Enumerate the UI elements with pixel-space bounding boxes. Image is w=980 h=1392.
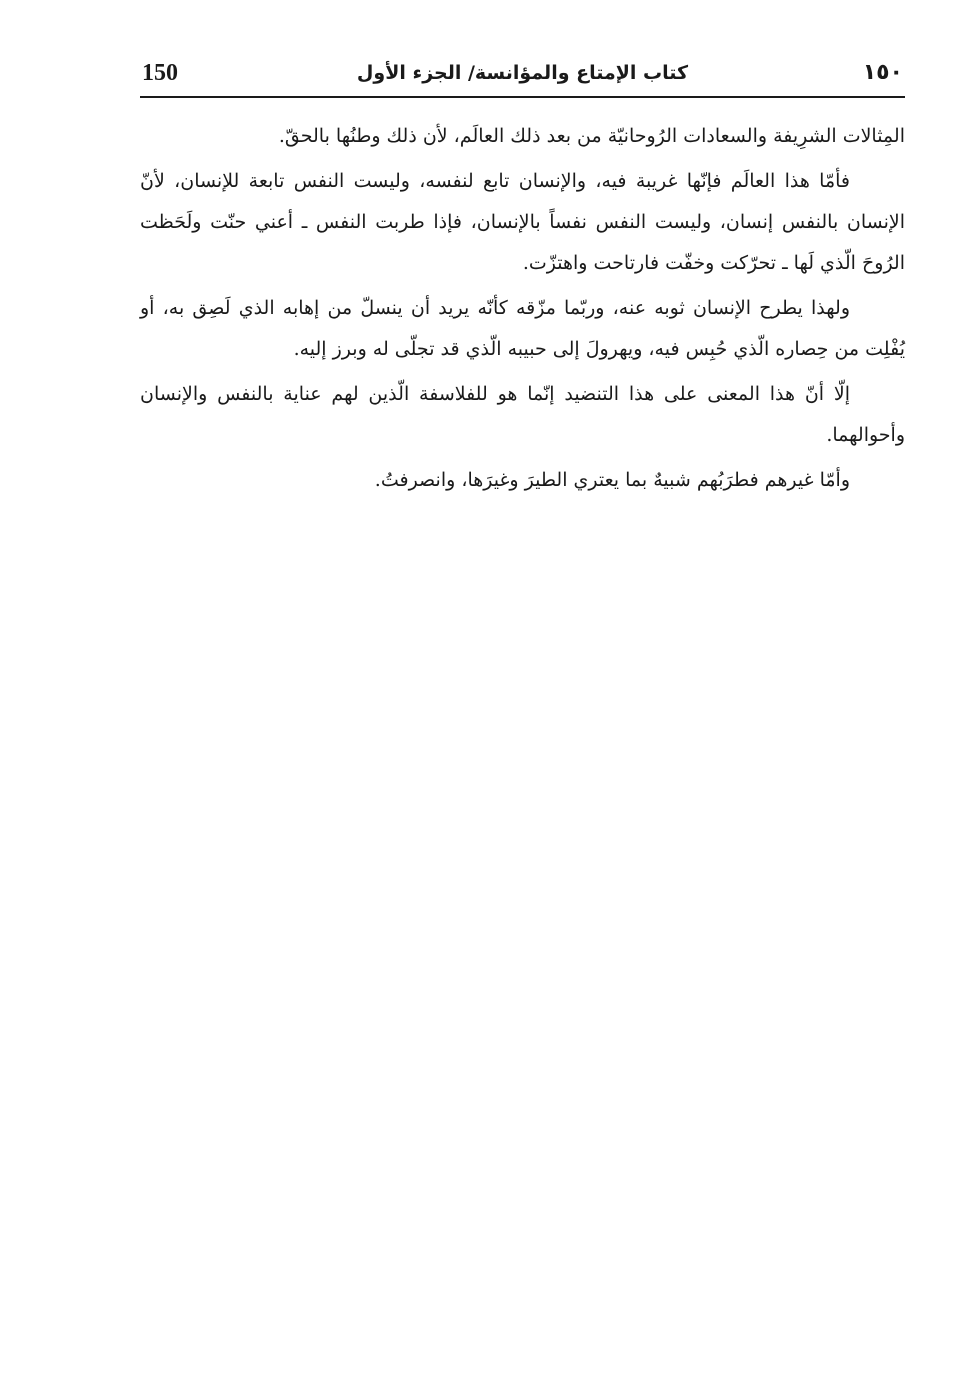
paragraph: فأمّا هذا العالَم فإنّها غريبة فيه، والإنسان تابع لنفسه، وليست النفس تابعة للإنسان، لأنّ الإنسان بالنفس إنسان، وليست النفس نفساً بالإنسان، فإذا طربت النفس ـ أعني حنّت ولَحَظت الرُوحَ الّذي لَها ـ تحرّكت وخفّت فارتاحت واهتزّت. [140,170,905,274]
header-rule [140,96,905,98]
running-title: كتاب الإمتاع والمؤانسة/ الجزء الأول [356,62,689,84]
page-body [140,116,905,505]
page-number-latin: 150 [142,60,178,86]
page-number-arabic: ١٥٠ [862,60,903,85]
page-header [140,56,905,94]
paragraph: وأمّا غيرهم فطرَبُهم شبيهٌ بما يعتري الطيرَ وغيرَها، وانصرفتُ. [374,469,850,491]
paragraph: إلّا أنّ هذا المعنى على هذا التنضيد إنّما هو للفلاسفة الّذين لهم عناية بالنفس والإنسان وأحوالهما. [140,383,905,446]
paragraph: ولهذا يطرح الإنسان ثوبه عنه، وربّما مزّقه كأنّه يريد أن ينسلّ من إهابه الذي لَصِق به، أو يُفْلِت من حِصاره الّذي حُبِس فيه، ويهرولَ إلى حبيبه الّذي قد تجلّى له وبرز إليه. [140,297,905,360]
paragraph: المِثالات الشرِيفة والسعادات الرُوحانيّة من بعد ذلك العالَم، لأن ذلك وطنُها بالحقّ. [278,125,905,147]
